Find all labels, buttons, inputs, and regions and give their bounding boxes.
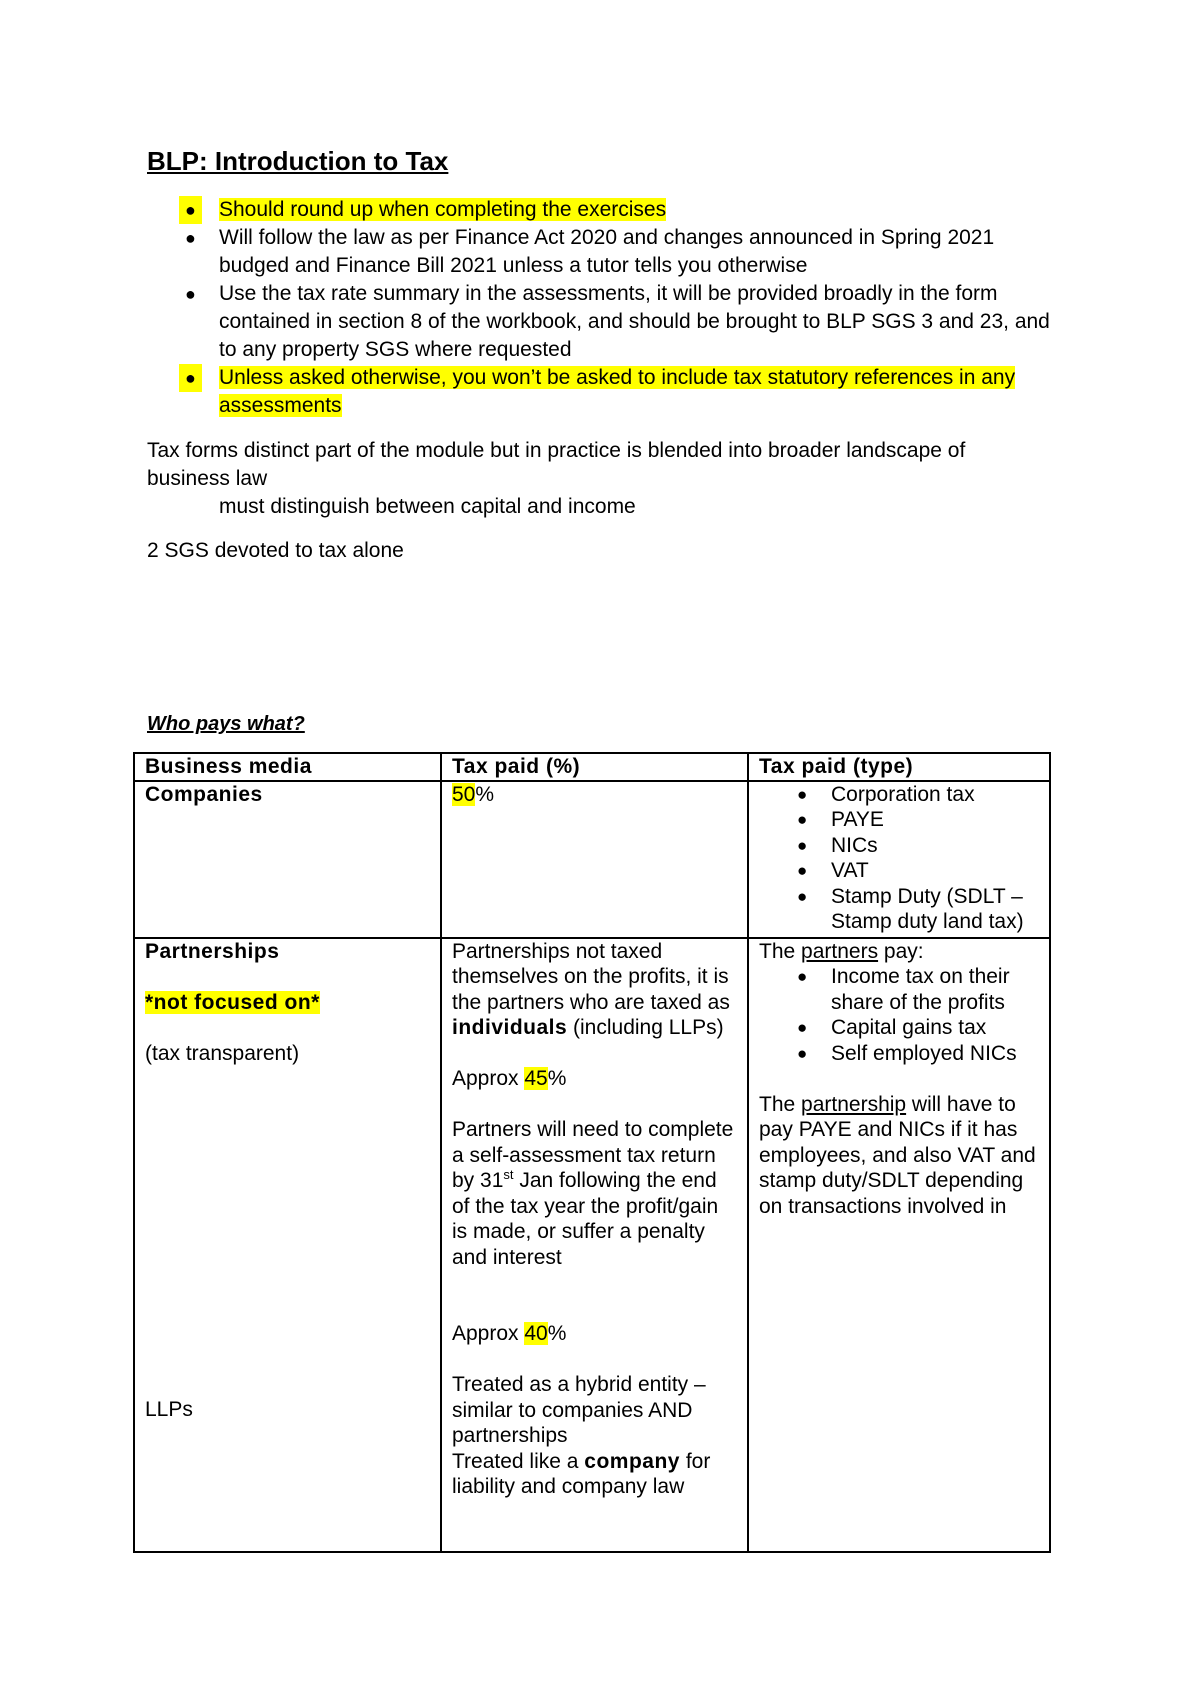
table-row-companies: [134, 781, 1050, 938]
list-item: ● NICs: [797, 833, 878, 857]
partnership-obligations: The partnership will have to pay PAYE and NICs if it has employees, and also VAT and stamp duty/SDLT depending on transactions involved in: [759, 1092, 1036, 1218]
partners-tax-type-list: [759, 964, 1039, 1066]
list-item: ● Self employed NICs: [797, 1041, 1017, 1065]
table-header-row: [134, 753, 1050, 781]
module-paragraph: Tax forms distinct part of the module but in practice is blended into broader landscape of business law: [147, 439, 966, 490]
bullet-icon: ●: [797, 1018, 808, 1037]
bullet-icon: ●: [797, 810, 808, 829]
who-pays-heading: Who pays what?: [147, 713, 305, 735]
partnerships-approx-pct: Approx 45%: [452, 1067, 567, 1090]
partnerships-description: Partnerships not taxed themselves on the profits, it is the partners who are taxed as individuals (including LLPs): [452, 939, 730, 1039]
llp-approx-pct: Approx 40%: [452, 1322, 567, 1345]
bullet-item: [147, 280, 1067, 364]
page-title: BLP: Introduction to Tax: [147, 146, 449, 176]
partners-pay-intro: The partners pay:: [759, 939, 924, 963]
not-focused-note: *not focused on*: [145, 990, 320, 1014]
self-assessment-note: Partners will need to complete a self-assessment tax return by 31st Jan following the end of the tax year the profit/gain is made, or suffer a penalty and interest: [452, 1118, 734, 1269]
bullet-icon: ●: [179, 364, 202, 392]
bullet-icon: ●: [797, 967, 808, 986]
partnerships-label: Partnerships: [145, 939, 280, 963]
header-tax-paid-pct: Tax paid (%): [441, 753, 748, 781]
bullet-icon: ●: [797, 886, 808, 906]
sgs-paragraph: 2 SGS devoted to tax alone: [147, 539, 404, 562]
hybrid-entity-note: Treated as a hybrid entity – similar to companies AND partnerships: [452, 1373, 706, 1447]
list-item: ● Corporation tax: [797, 782, 975, 806]
companies-label: Companies: [145, 782, 263, 806]
list-item: ● Stamp Duty (SDLT – Stamp duty land tax): [797, 884, 1024, 933]
bullet-text: Use the tax rate summary in the assessments, it will be provided broadly in the form contained in section 8 of the workbook, and should be brought to BLP SGS 3 and 23, and to any property SGS where requested: [219, 282, 1050, 361]
companies-pct-value: 50: [452, 782, 476, 806]
bullet-item: [147, 364, 1067, 420]
tax-transparent-note: (tax transparent): [145, 1041, 300, 1065]
bullet-item: [147, 196, 1067, 224]
header-tax-paid-type: Tax paid (type): [748, 753, 1050, 781]
list-item: ● PAYE: [797, 808, 884, 831]
companies-pct-suffix: %: [475, 782, 495, 806]
header-business-media: Business media: [134, 753, 441, 781]
bullet-text: Unless asked otherwise, you won’t be asked to include tax statutory references in any assessments: [219, 366, 1016, 417]
list-item: ● Capital gains tax: [797, 1016, 987, 1039]
bullet-icon: ●: [797, 1043, 808, 1063]
who-pays-table: [133, 752, 1051, 1553]
bullet-icon: ●: [185, 228, 196, 248]
table-row-partnerships: [134, 938, 1050, 1552]
bullet-text: Should round up when completing the exercises: [219, 198, 667, 221]
bullet-icon: ●: [179, 196, 202, 224]
list-item: ● Income tax on their share of the profits: [797, 965, 1010, 1014]
bullet-icon: ●: [797, 784, 808, 804]
llps-label: LLPs: [145, 1398, 193, 1421]
bullet-icon: ●: [185, 284, 196, 304]
intro-bullet-list: [147, 196, 1067, 420]
companies-tax-type-list: [759, 782, 1039, 935]
capital-income-note: must distinguish between capital and income: [219, 495, 636, 518]
bullet-item: [147, 224, 1067, 280]
list-item: ● VAT: [797, 859, 869, 882]
bullet-icon: ●: [797, 835, 808, 855]
bullet-text: Will follow the law as per Finance Act 2020 and changes announced in Spring 2021 budged and Finance Bill 2021 unless a tutor tells you otherwise: [219, 226, 995, 277]
company-liability-note: Treated like a company for liability and company law: [452, 1449, 711, 1498]
bullet-icon: ●: [797, 861, 808, 880]
